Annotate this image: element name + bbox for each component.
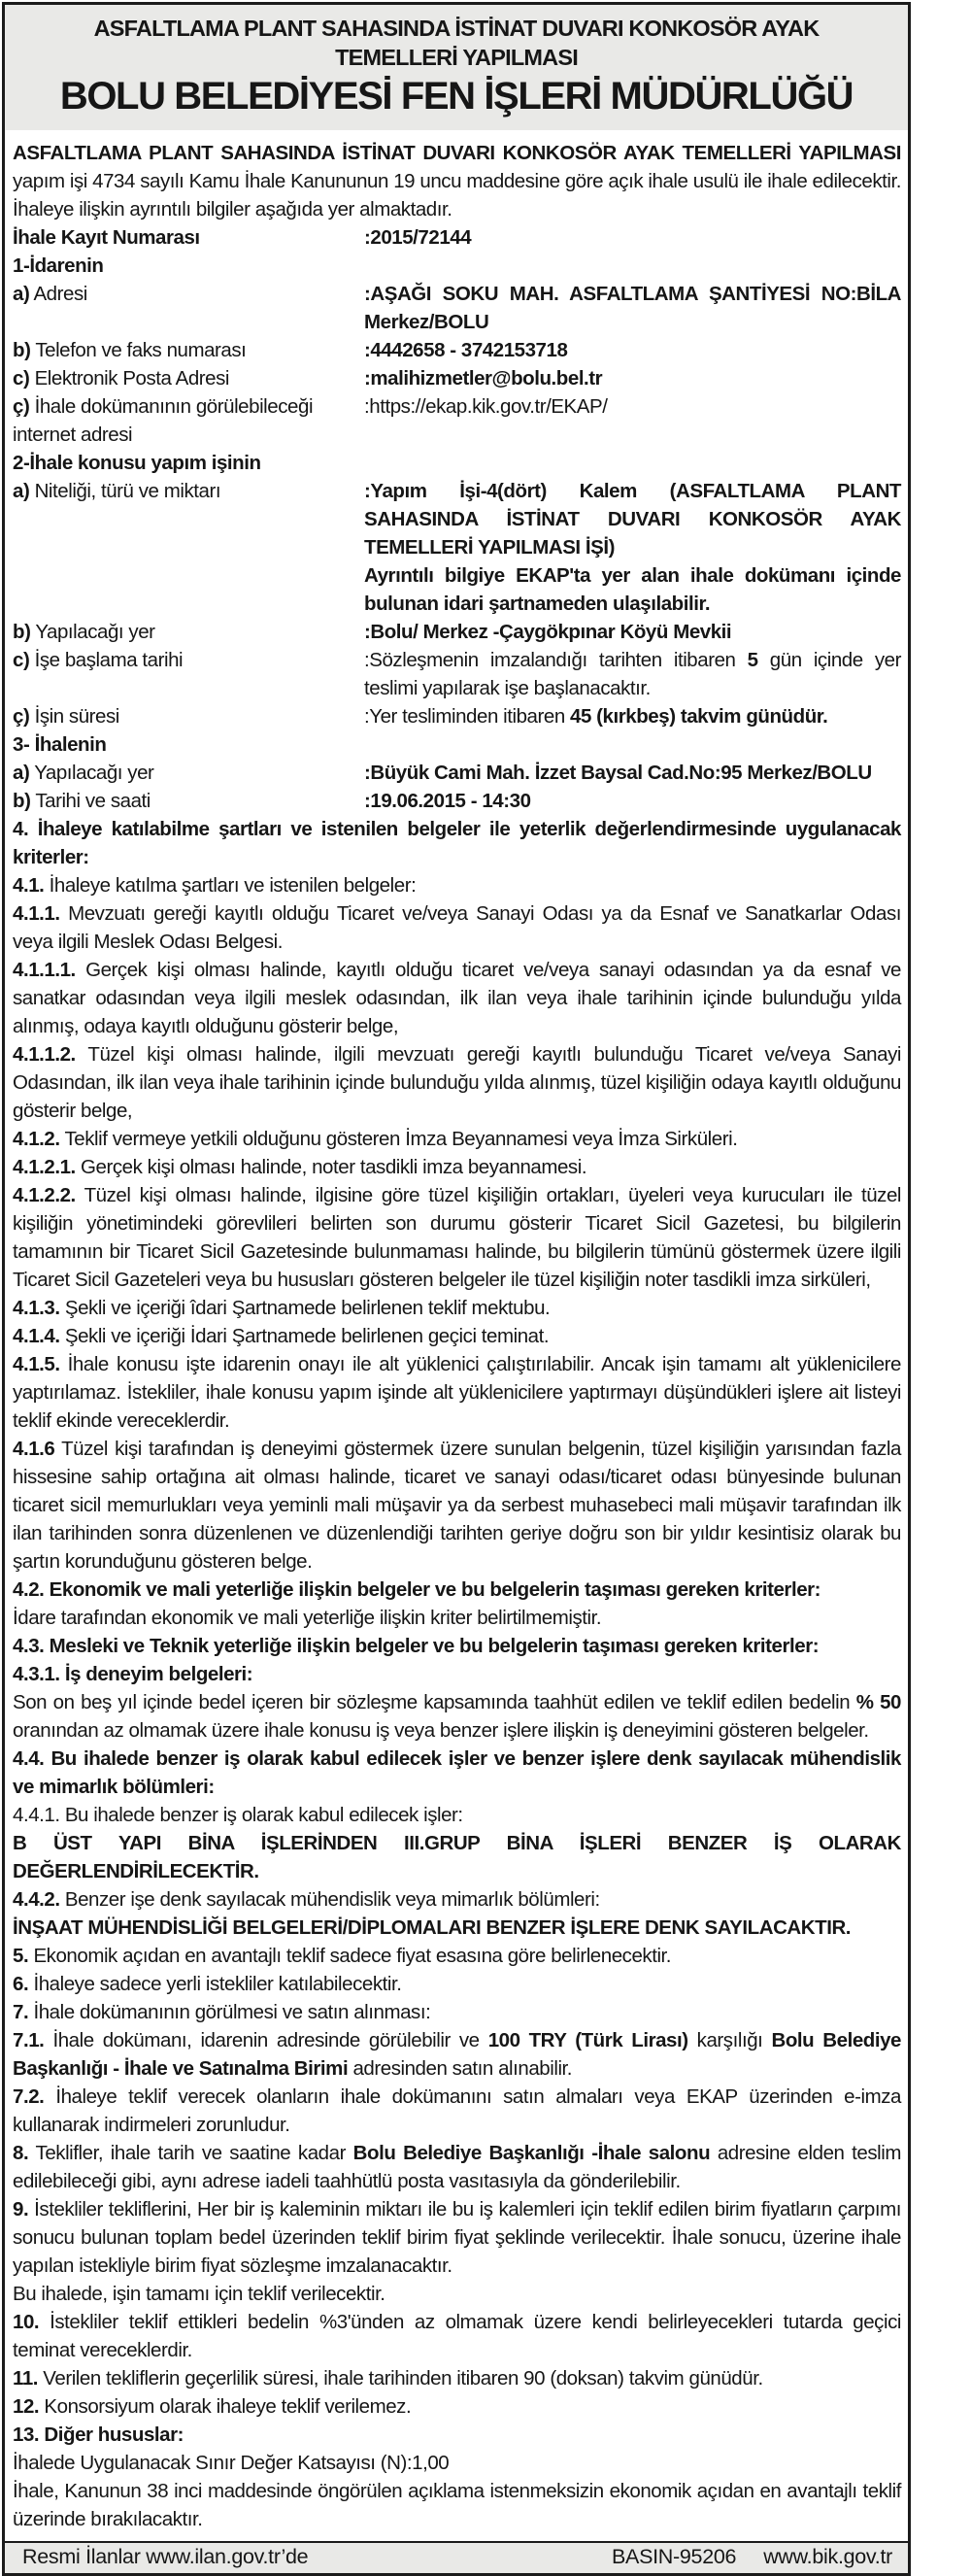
text: İhalede Uygulanacak Sınır Değer Katsayısı (N):1,00: [13, 2452, 450, 2474]
paragraph: [13, 2477, 901, 2533]
info-value: [364, 477, 901, 618]
text-bold: 4.1.6: [13, 1438, 55, 1460]
text: Gerçek kişi olması halinde, kayıtlı olduğu ticaret ve/veya sanayi odasından ya da esnaf ve sanatkar odasından veya ilgili meslek odasından, ilk ilan veya ihale tarihinin içinde bulunduğu yılda alınmış, odaya kayıtlı olduğunu gösterir belge,: [13, 959, 901, 1037]
text-bold: b): [13, 790, 31, 812]
info-value: [364, 223, 901, 252]
text-bold: % 50: [855, 1691, 901, 1713]
document-header: [5, 5, 908, 130]
organization-title: BOLU BELEDİYESİ FEN İŞLERİ MÜDÜRLÜĞÜ: [59, 75, 854, 118]
info-row: [13, 646, 901, 702]
text-bold: Bolu Belediye Başkanlığı - İhale ve Satınalma Birimi: [13, 2029, 901, 2080]
text-bold: 7.: [13, 2001, 29, 2023]
paragraph: [13, 1942, 901, 1970]
info-value: [364, 392, 901, 449]
footer-left-text: Resmi İlanlar www.ilan.gov.tr’de: [22, 2545, 309, 2568]
text-bold: b): [13, 621, 31, 643]
info-value: [364, 787, 901, 815]
info-row: [13, 392, 901, 449]
text: Teklif vermeye yetkili olduğunu gösteren İmza Beyannamesi veya İmza Sirküleri.: [59, 1128, 738, 1150]
text: gün içinde yer teslimi yapılarak işe başlanacaktır.: [364, 649, 901, 699]
text-bold: 100 TRY (Türk Lirası): [487, 2029, 688, 2051]
section-heading-row: [13, 449, 901, 477]
text: Yapılacağı yer: [30, 621, 155, 643]
info-value: [364, 759, 901, 787]
text-bold: 4.1.2.: [13, 1128, 60, 1150]
info-label: [13, 759, 364, 787]
text-bold: Ayrıntılı bilgiye EKAP'ta yer alan ihale dokümanı içinde bulunan idari şartnameden ulaşılabilir.: [364, 564, 901, 615]
text-bold: :malihizmetler@bolu.bel.tr: [364, 367, 603, 390]
paragraph: [13, 1576, 901, 1604]
text: Tüzel kişi tarafından iş deneyimi göstermek üzere sunulan belgenin, tüzel kişiliğin yarısından fazla hissesine sahip ortağına ait olması halinde, ticaret ve sanayi odası/ticaret odası bünyesinde bulunan ticaret sicil memurlukları veya yeminli mali müşavir ya da serbest muhasebeci mali müşavir tarafından ilk ilan tarihinden sonra düzenlenen ve düzenlendiği tarihten geriye doğru son bir yıldır kesintisiz olarak bu şartın korunduğunu gösteren belge.: [13, 1438, 901, 1573]
text-bold: 4.1.2.1.: [13, 1156, 76, 1178]
text: Yapılacağı yer: [29, 762, 154, 784]
text: :Sözleşmenin imzalandığı tarihten itibaren: [364, 649, 748, 671]
text-bold: :2015/72144: [364, 226, 472, 249]
info-value: [364, 364, 901, 392]
text-bold: 4.1.2.2.: [13, 1184, 76, 1206]
paragraph: [13, 1435, 901, 1576]
paragraph: [13, 1040, 901, 1125]
text-bold: a): [13, 762, 30, 784]
text-bold: a): [13, 283, 30, 305]
text: İhaleye teklif verecek olanların ihale dokümanını satın almaları veya EKAP üzerinden e-imza kullanarak indirmeleri zorunludur.: [13, 2085, 901, 2136]
text-bold: 7.1.: [13, 2029, 45, 2051]
text-bold: B ÜST YAPI BİNA İŞLERİNDEN III.GRUP BİNA İŞLERİ BENZER İŞ OLARAK DEĞERLENDİRİLECEKTİR.: [13, 1832, 901, 1882]
text-bold: 2-İhale konusu yapım işinin: [13, 452, 261, 474]
text: İhale konusu işte idarenin onayı ile alt yüklenici çalıştırılabilir. Ancak işin tamamı alt yüklenicilere yaptırılamaz. İstekliler, ihale konusu yapım işinde alt yüklenicilere yaptırmayı düşündükleri işlere ait listeyi teklif ekinde vereceklerdir.: [13, 1353, 901, 1432]
text-bold: 13. Diğer hususlar:: [13, 2423, 184, 2446]
text-bold: ç): [13, 705, 30, 728]
text: oranından az olmamak üzere ihale konusu iş veya benzer işlere ilişkin iş deneyimini gösteren belgeler.: [13, 1719, 869, 1742]
text-bold: 4.4.2.: [13, 1888, 60, 1911]
section-heading-row: [13, 730, 901, 759]
paragraph: [13, 1153, 901, 1181]
text-bold: 6.: [13, 1973, 29, 1995]
text-bold: 5: [747, 649, 758, 671]
paragraph: [13, 1660, 901, 1688]
section-heading-row: [13, 252, 901, 280]
text: İşe başlama tarihi: [29, 649, 184, 671]
info-value: [364, 280, 901, 336]
text: İhale dokümanının görülebileceği internet adresi: [13, 395, 314, 446]
text: Adresi: [29, 283, 87, 305]
text: Şekli ve içeriği İdari Şartnamede belirlenen geçici teminat.: [59, 1325, 550, 1347]
text: İhale dokümanı, idarenin adresinde görülebilir ve: [44, 2029, 488, 2051]
info-row: [13, 477, 901, 618]
paragraph: [13, 2421, 901, 2449]
text-bold: 4.1.3.: [13, 1297, 60, 1319]
tender-title-line-1: ASFALTLAMA PLANT SAHASINDA İSTİNAT DUVARI KONKOSÖR AYAK: [93, 16, 820, 41]
info-value: [364, 702, 901, 730]
section-heading: [13, 252, 103, 280]
tender-title-line-2: TEMELLERİ YAPILMASI: [335, 45, 578, 70]
paragraph: [13, 1350, 901, 1435]
paragraph: [13, 2280, 901, 2308]
paragraph: [13, 1998, 901, 2026]
paragraph: [13, 2449, 901, 2477]
text-bold: 4.1.4.: [13, 1325, 60, 1347]
page: [0, 2, 971, 2576]
info-row: [13, 223, 901, 252]
paragraph: [13, 1125, 901, 1153]
text: 4.4.1. Bu ihalede benzer iş olarak kabul edilecek işler:: [13, 1804, 463, 1826]
text: İdare tarafından ekonomik ve mali yeterliğe ilişkin kriter belirtilmemiştir.: [13, 1607, 602, 1629]
info-label: [13, 702, 364, 730]
paragraph: [13, 2139, 901, 2195]
section-heading: [13, 449, 261, 477]
text: :https://ekap.kik.gov.tr/EKAP/: [364, 395, 608, 418]
paragraph: [13, 1688, 901, 1745]
paragraph: [13, 815, 901, 871]
text: Ekonomik açıdan en avantajlı teklif sadece fiyat esasına göre belirlenecektir.: [28, 1945, 672, 1967]
paragraph: [13, 1914, 901, 1942]
text: Mevzuatı gereği kayıtlı olduğu Ticaret ve/veya Sanayi Odası ya da Esnaf ve Sanatkarlar Odası veya ilgili Meslek Odası Belgesi.: [13, 902, 901, 953]
text-bold: 4.3.1. İş deneyim belgeleri:: [13, 1663, 253, 1685]
paragraph: [13, 1322, 901, 1350]
text-bold: a): [13, 480, 30, 502]
text: Konsorsiyum olarak ihaleye teklif verilemez.: [39, 2395, 412, 2418]
footer-url: www.bik.gov.tr: [763, 2545, 892, 2568]
info-label: [13, 364, 364, 392]
text: İşin süresi: [29, 705, 119, 728]
info-label: [13, 280, 364, 336]
text-bold: 3- İhalenin: [13, 733, 107, 756]
paragraph: [13, 1801, 901, 1829]
text-bold: c): [13, 649, 30, 671]
text-bold: :AŞAĞI SOKU MAH. ASFALTLAMA ŞANTİYESİ NO:BİLA Merkez/BOLU: [364, 283, 901, 333]
tender-announcement-document: [2, 2, 911, 2576]
paragraph: [13, 1294, 901, 1322]
text: karşılığı: [687, 2029, 772, 2051]
text: Benzer işe denk sayılacak mühendislik veya mimarlık bölümleri:: [59, 1888, 600, 1911]
info-value: [364, 618, 901, 646]
text-bold: 4. İhaleye katılabilme şartları ve istenilen belgeler ile yeterlik değerlendirmesinde uygulanacak kriterler:: [13, 818, 901, 868]
document-footer: [5, 2541, 908, 2573]
text: Şekli ve içeriği îdari Şartnamede belirlenen teklif mektubu.: [59, 1297, 551, 1319]
text: :Yer tesliminden itibaren: [364, 705, 571, 728]
text: İhale, Kanunun 38 inci maddesinde öngörülen açıklama istenmeksizin ekonomik açıdan en avantajlı teklif üzerinde bırakılacaktır.: [13, 2480, 901, 2530]
section-heading: [13, 730, 106, 759]
info-row: [13, 280, 901, 336]
text: İstekliler teklif ettikleri bedelin %3'ünden az olmamak üzere kendi belirleyecekleri tutarda geçici teminat vereceklerdir.: [13, 2311, 901, 2361]
text-bold: 4.1.1.: [13, 902, 60, 925]
text-bold: 45 (kırkbeş) takvim günüdür.: [570, 705, 828, 728]
text: İhaleye sadece yerli istekliler katılabilecektir.: [28, 1973, 402, 1995]
text: Niteliği, türü ve miktarı: [29, 480, 221, 502]
intro-paragraph: [13, 139, 901, 223]
text: Telefon ve faks numarası: [30, 339, 247, 361]
text-bold: İNŞAAT MÜHENDİSLİĞİ BELGELERİ/DİPLOMALARI BENZER İŞLERE DENK SAYILACAKTIR.: [13, 1916, 852, 1939]
text: Bu ihalede, işin tamamı için teklif verilecektir.: [13, 2283, 385, 2305]
info-label: [13, 646, 364, 702]
text-bold: b): [13, 339, 31, 361]
text-bold: 8.: [13, 2142, 29, 2164]
info-label: [13, 477, 364, 618]
text-bold: 5.: [13, 1945, 29, 1967]
text-bold: İhale Kayıt Numarası: [13, 226, 200, 249]
info-value: [364, 646, 901, 702]
text-bold: Bolu Belediye Başkanlığı -İhale salonu: [352, 2142, 711, 2164]
paragraph: [13, 1604, 901, 1632]
text: adresine elden teslim edilebileceği gibi, aynı adrese iadeli taahhütlü posta vasıtasıyla da gönderilebilir.: [13, 2142, 901, 2192]
paragraph: [13, 1829, 901, 1885]
paragraph: [13, 1181, 901, 1294]
info-value: [364, 336, 901, 364]
text-bold: 1-İdarenin: [13, 254, 104, 277]
text: Gerçek kişi olması halinde, noter tasdikli imza beyannamesi.: [75, 1156, 587, 1178]
paragraph: [13, 2308, 901, 2364]
info-row: [13, 364, 901, 392]
text: Teklifler, ihale tarih ve saatine kadar: [28, 2142, 353, 2164]
info-label: [13, 223, 364, 252]
paragraph: [13, 2364, 901, 2392]
text-bold: :Bolu/ Merkez -Çaygökpınar Köyü Mevkii: [364, 621, 732, 643]
text-bold: 9.: [13, 2198, 29, 2220]
paragraph: [13, 2026, 901, 2083]
text-bold: 12.: [13, 2395, 40, 2418]
text: Tüzel kişi olması halinde, ilgisine göre tüzel kişiliğin ortakları, üyeleri veya kurucuları ile tüzel kişiliğin yönetimindeki görevlileri belirten son durumu gösterir Ticaret Sicil Gazetesi, bu bilgilerin tamamının bir Ticaret Sicil Gazetesinde bulunmaması halinde, bu bilgilerin tümünü göstermek üzere ilgili Ticaret Sicil Gazeteleri veya bu hususları gösteren belgeler ile tüzel kişiliğin noter tasdikli imza sirküleri,: [13, 1184, 901, 1291]
text: yapım işi 4734 sayılı Kamu İhale Kanununun 19 uncu maddesine göre açık ihale usulü ile ihale edilecektir. İhaleye ilişkin ayrıntılı bilgiler aşağıda yer almaktadır.: [13, 170, 901, 220]
text-bold: 4.3. Mesleki ve Teknik yeterliğe ilişkin belgeler ve bu belgelerin taşıması gereken kriterler:: [13, 1635, 820, 1657]
text: adresinden satın alınabilir.: [348, 2057, 573, 2080]
text-bold: c): [13, 367, 30, 390]
text: Elektronik Posta Adresi: [29, 367, 230, 390]
paragraph: [13, 1885, 901, 1914]
text-bold: 11.: [13, 2367, 39, 2390]
info-label: [13, 618, 364, 646]
document-body: [5, 130, 908, 2541]
info-row: [13, 787, 901, 815]
info-label: [13, 392, 364, 449]
text-bold: 10.: [13, 2311, 40, 2333]
text: İhale dokümanının görülmesi ve satın alınması:: [28, 2001, 431, 2023]
text: Tarihi ve saati: [30, 790, 151, 812]
text-bold: 4.1.1.2.: [13, 1043, 76, 1066]
paragraph: [13, 956, 901, 1040]
text-bold: 4.4. Bu ihalede benzer iş olarak kabul edilecek işler ve benzer işlere denk sayılacak mühendislik ve mimarlık bölümleri:: [13, 1747, 901, 1798]
paragraph: [13, 1632, 901, 1660]
paragraph: [13, 871, 901, 899]
paragraph: [13, 899, 901, 956]
footer-press-code: BASIN-95206: [612, 2545, 737, 2568]
info-rows: [13, 223, 901, 815]
paragraph: [13, 2083, 901, 2139]
paragraph: [13, 1745, 901, 1801]
text: Tüzel kişi olması halinde, ilgili mevzuatı gereği kayıtlı bulunduğu Ticaret ve/veya Sanayi Odasından, ilk ilan veya ihale tarihinin içinde bulunduğu yılda alınmış, tüzel kişiliğin odaya kayıtlı olduğunu gösterir belge,: [13, 1043, 901, 1122]
text-bold: 4.1.5.: [13, 1353, 60, 1375]
text-bold: :19.06.2015 - 14:30: [364, 790, 531, 812]
paragraph: [13, 1970, 901, 1998]
text: İstekliler tekliflerini, Her bir iş kaleminin miktarı ile bu iş kalemleri için teklif edilen birim fiyatların çarpımı sonucu bulunan toplam bedel üzerinden teklif birim fiyat şeklinde verilecektir. İhale sonucu, üzerine ihale yapılan istekliyle birim fiyat sözleşme imzalanacaktır.: [13, 2198, 901, 2277]
text: İhaleye katılma şartları ve istenilen belgeler:: [44, 874, 417, 897]
text-bold: ç): [13, 395, 30, 418]
text: Son on beş yıl içinde bedel içeren bir sözleşme kapsamında taahhüt edilen ve teklif edilen bedelin: [13, 1691, 856, 1713]
text-bold: :4442658 - 3742153718: [364, 339, 568, 361]
text-bold: ASFALTLAMA PLANT SAHASINDA İSTİNAT DUVARI KONKOSÖR AYAK TEMELLERİ YAPILMASI: [13, 142, 901, 164]
text-bold: 4.1.: [13, 874, 45, 897]
clauses: [13, 815, 901, 2533]
info-label: [13, 787, 364, 815]
text-bold: :Yapım İşi-4(dört) Kalem (ASFALTLAMA PLANT SAHASINDA İSTİNAT DUVARI KONKOSÖR AYAK TEMELLERİ YAPILMASI İŞİ): [364, 480, 901, 559]
text-bold: :Büyük Cami Mah. İzzet Baysal Cad.No:95 Merkez/BOLU: [364, 762, 872, 784]
info-row: [13, 618, 901, 646]
text: Verilen tekliflerin geçerlilik süresi, ihale tarihinden itibaren 90 (doksan) takvim günüdür.: [38, 2367, 763, 2390]
paragraph: [13, 2392, 901, 2421]
info-label: [13, 336, 364, 364]
info-row: [13, 336, 901, 364]
text-bold: 4.2. Ekonomik ve mali yeterliğe ilişkin belgeler ve bu belgelerin taşıması gereken kriterler:: [13, 1578, 821, 1601]
paragraph: [13, 2195, 901, 2280]
info-row: [13, 702, 901, 730]
text-bold: 7.2.: [13, 2085, 45, 2108]
text-bold: 4.1.1.1.: [13, 959, 76, 981]
footer-right: [612, 2545, 892, 2569]
info-row: [13, 759, 901, 787]
